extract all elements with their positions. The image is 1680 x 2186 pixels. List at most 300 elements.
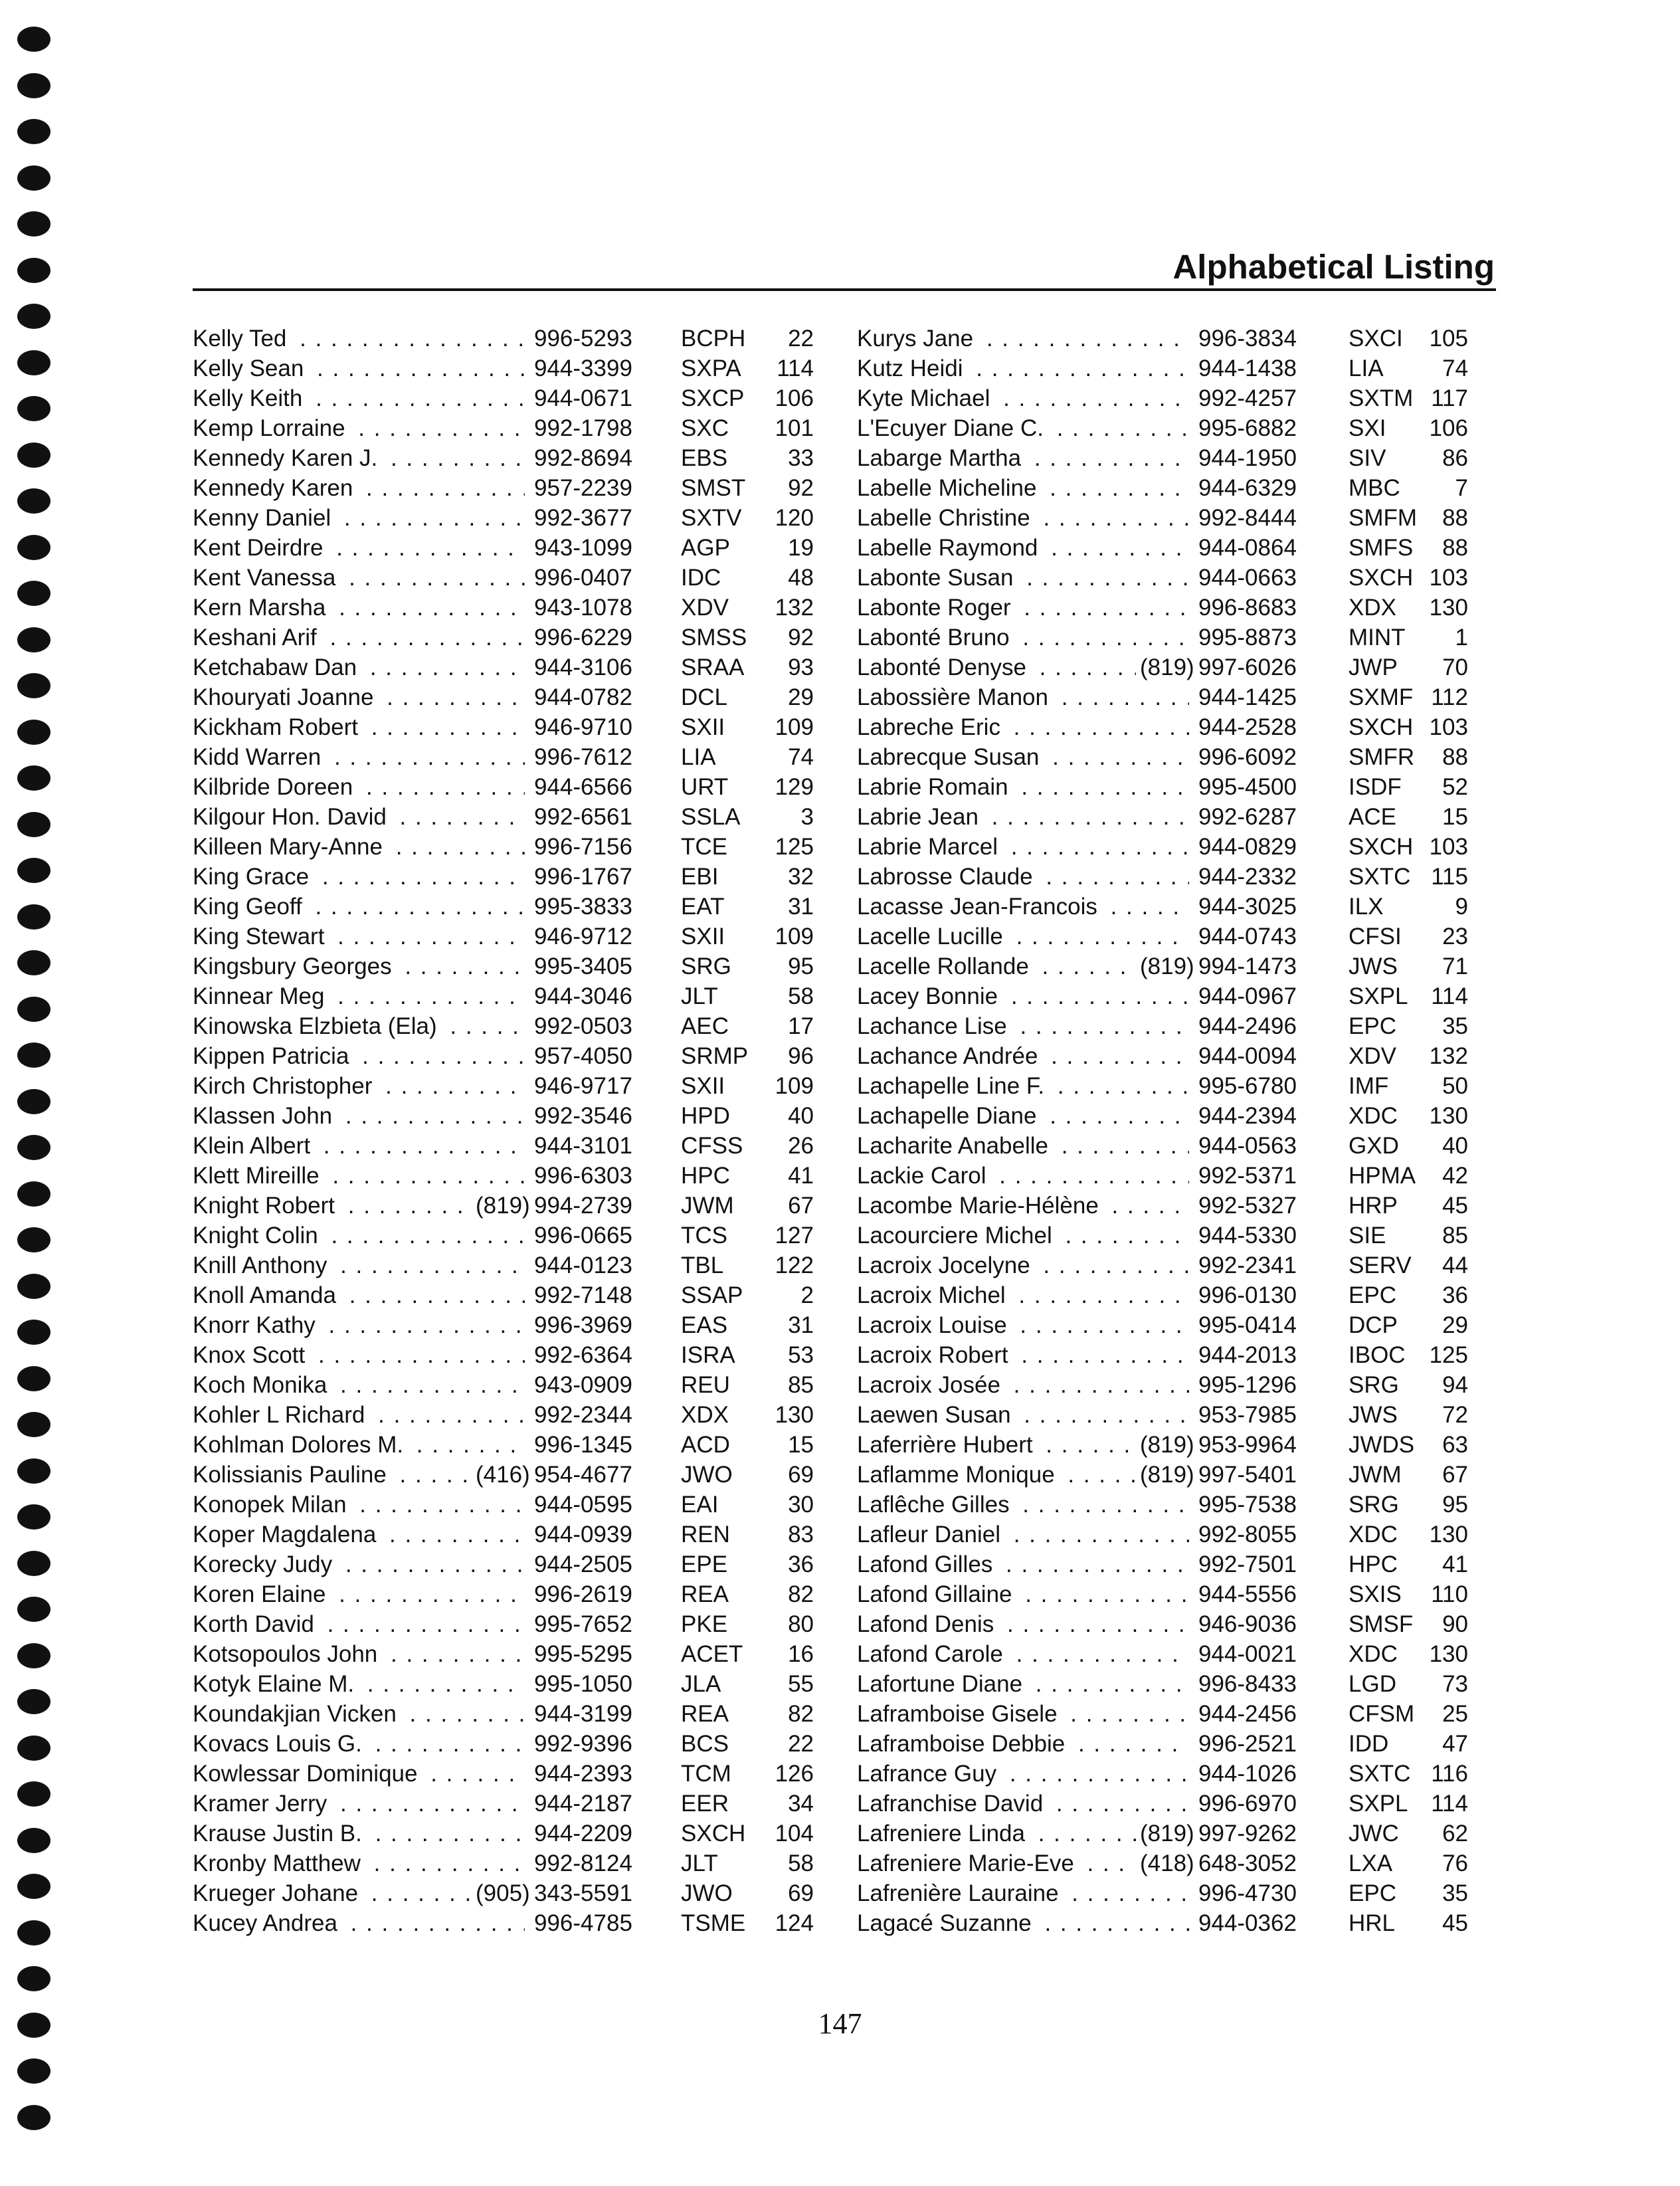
entry-name-text: Kelly Keith: [193, 385, 308, 411]
entry-number: 23: [1442, 924, 1468, 949]
entry-phone: 944-1425: [1196, 682, 1305, 712]
entry-name: [857, 1490, 1189, 1520]
binding-hole: [17, 1320, 50, 1345]
entry-name-text: Laflamme Monique: [857, 1462, 1060, 1488]
entry-code: SXTM: [1349, 385, 1414, 411]
entry-name: [857, 1041, 1189, 1071]
entry-number: 130: [1429, 1103, 1468, 1129]
entry-name-text: Kyte Michael: [857, 385, 995, 411]
entry-phone: 944-2013: [1196, 1340, 1305, 1370]
entry-name-text: Kutz Heidi: [857, 355, 969, 381]
entry-number: 45: [1442, 1910, 1468, 1936]
entry-number: 85: [788, 1372, 814, 1398]
entry-code: TCS: [681, 1223, 727, 1248]
entry-phone: 992-6287: [1196, 802, 1305, 832]
entry-number: 130: [1429, 595, 1468, 621]
entry-phone: 944-3025: [1196, 892, 1305, 922]
entry-name: [193, 1370, 525, 1400]
entry-phone: 944-1438: [1196, 353, 1305, 383]
entry-phone: 994-1473: [1196, 951, 1305, 981]
entry-name-text: Kohlman Dolores M.: [193, 1432, 409, 1458]
entry-name-text: Kirch Christopher: [193, 1073, 377, 1099]
entry-number: 34: [788, 1791, 814, 1817]
entry-name-text: Kilbride Doreen: [193, 774, 358, 800]
entry-name: [857, 832, 1189, 862]
entry-name-text: Kelly Ted: [193, 326, 292, 351]
entry-name: [193, 1250, 525, 1280]
entry-number: 70: [1442, 654, 1468, 680]
entry-code: SXPL: [1349, 1791, 1408, 1817]
entry-phone: 946-9712: [531, 922, 640, 951]
entry-phone: 996-3834: [1196, 324, 1305, 353]
entry-name: [857, 1340, 1189, 1370]
entry-phone: 992-8124: [531, 1848, 640, 1878]
entry-name-text: Lacelle Rollande: [857, 953, 1034, 979]
entry-code: AGP: [681, 535, 730, 561]
entry-phone: 992-0503: [531, 1011, 640, 1041]
entry-number: 85: [1442, 1223, 1468, 1248]
entry-code: HPD: [681, 1103, 730, 1129]
entry-name: [857, 443, 1189, 473]
entry-phone: 996-5293: [531, 324, 640, 353]
binding-hole: [17, 73, 50, 98]
entry-code: JWO: [681, 1462, 733, 1488]
entry-code: EER: [681, 1791, 729, 1817]
entry-number: 95: [788, 953, 814, 979]
entry-name: [857, 682, 1189, 712]
entry-name: [857, 1729, 1189, 1759]
entry-phone: 944-3046: [531, 981, 640, 1011]
entry-phone: 944-2496: [1196, 1011, 1305, 1041]
entry-code: SXTV: [681, 505, 742, 531]
entry-code: REA: [681, 1581, 729, 1607]
entry-code: DCL: [681, 684, 728, 710]
binding-hole: [17, 488, 50, 514]
entry-number: 114: [777, 355, 814, 381]
entry-name-text: Kolissianis Pauline: [193, 1462, 392, 1488]
entry-code: JLA: [681, 1671, 721, 1697]
entry-name-text: Koundakjian Vicken: [193, 1701, 402, 1727]
entry-code: JWDS: [1349, 1432, 1415, 1458]
entry-code: SRG: [1349, 1372, 1399, 1398]
entry-phone: 992-7501: [1196, 1549, 1305, 1579]
entry-number: 52: [1442, 774, 1468, 800]
entry-name-text: Kippen Patricia: [193, 1043, 354, 1069]
header-rule: [193, 288, 1496, 291]
entry-code: AEC: [681, 1013, 729, 1039]
entry-code: SXCH: [1349, 834, 1414, 860]
binding-hole: [17, 304, 50, 329]
entry-name-text: Laframboise Gisele: [857, 1701, 1063, 1727]
entry-name-text: Lacroix Jocelyne: [857, 1252, 1036, 1278]
entry-phone: 944-1026: [1196, 1759, 1305, 1789]
entry-code: SMST: [681, 475, 746, 501]
entry-code: SRG: [1349, 1492, 1399, 1518]
entry-number: 58: [788, 983, 814, 1009]
entry-code: URT: [681, 774, 729, 800]
entry-code: LIA: [1349, 355, 1384, 381]
entry-code: ISDF: [1349, 774, 1402, 800]
entry-phone: 992-1798: [531, 413, 640, 443]
entry-number: 124: [775, 1910, 814, 1936]
entry-number: 106: [1429, 415, 1468, 441]
entry-phone: 996-1767: [531, 862, 640, 892]
entry-phone: 997-5401: [1196, 1460, 1305, 1490]
entry-code: SXPL: [1349, 983, 1408, 1009]
binding-hole: [17, 1181, 50, 1207]
entry-number: 63: [1442, 1432, 1468, 1458]
entry-phone: 954-4677: [531, 1460, 640, 1490]
entry-number: 95: [1442, 1492, 1468, 1518]
entry-name: [193, 862, 525, 892]
entry-number: 9: [1455, 894, 1468, 920]
binding-hole: [17, 812, 50, 837]
entry-phone: 944-6566: [531, 772, 640, 802]
binding-hole: [17, 1920, 50, 1945]
entry-phone: 992-2341: [1196, 1250, 1305, 1280]
entry-code: SRG: [681, 953, 731, 979]
entry-phone: 996-8683: [1196, 593, 1305, 623]
entry-name: [193, 383, 525, 413]
entry-number: 109: [775, 714, 814, 740]
entry-code: BCS: [681, 1731, 729, 1757]
entry-number: 48: [788, 565, 814, 591]
entry-name: [857, 623, 1189, 652]
entry-phone: 995-1296: [1196, 1370, 1305, 1400]
entry-name: [193, 1400, 525, 1430]
entry-name-text: Kemp Lorraine: [193, 415, 351, 441]
entry-name: [857, 1669, 1189, 1699]
entry-phone: 995-3833: [531, 892, 640, 922]
entry-name-text: Kent Vanessa: [193, 565, 341, 591]
entry-name-text: Kotyk Elaine M.: [193, 1671, 359, 1697]
entry-phone: 944-6329: [1196, 473, 1305, 503]
entry-name: [857, 353, 1189, 383]
entry-phone: 944-5330: [1196, 1221, 1305, 1250]
entry-phone: 995-6882: [1196, 413, 1305, 443]
entry-name-text: Koper Magdalena: [193, 1522, 381, 1547]
entry-name-text: Knill Anthony: [193, 1252, 332, 1278]
entry-name: [193, 1848, 525, 1878]
entry-number: 47: [1442, 1731, 1468, 1757]
binding-hole: [17, 211, 50, 237]
entry-number: 106: [775, 385, 814, 411]
entry-name-text: Lafortune Diane: [857, 1671, 1028, 1697]
entry-number: 82: [788, 1701, 814, 1727]
entry-name-text: Kennedy Karen: [193, 475, 358, 501]
entry-phone: 953-7985: [1196, 1400, 1305, 1430]
entry-code: IDD: [1349, 1731, 1389, 1757]
entry-number: 40: [788, 1103, 814, 1129]
entry-name-text: Kenny Daniel: [193, 505, 336, 531]
entry-name-text: Labonte Roger: [857, 595, 1016, 621]
entry-number: 110: [1431, 1581, 1468, 1607]
entry-code: HRP: [1349, 1193, 1398, 1219]
entry-phone: 996-6092: [1196, 742, 1305, 772]
entry-name-text: Kidd Warren: [193, 744, 326, 770]
entry-phone: 992-2344: [531, 1400, 640, 1430]
entry-phone: 997-6026: [1196, 652, 1305, 682]
entry-name-text: Labelle Christine: [857, 505, 1036, 531]
binding-hole: [17, 1643, 50, 1668]
spiral-binding: [15, 27, 54, 2166]
entry-code: TBL: [681, 1252, 724, 1278]
entry-code: SXTC: [1349, 864, 1411, 890]
entry-name-text: Kowlessar Dominique: [193, 1761, 422, 1787]
entry-name-text: Lacroix Josée: [857, 1372, 1006, 1398]
entry-name: [857, 892, 1189, 922]
entry-name-text: Labonté Denyse: [857, 654, 1032, 680]
entry-name: [857, 712, 1189, 742]
entry-code: SXC: [681, 415, 729, 441]
entry-code: XDX: [1349, 595, 1396, 621]
entry-code: JLT: [681, 983, 718, 1009]
entry-name-text: Lacey Bonnie: [857, 983, 1003, 1009]
entry-phone: 995-0414: [1196, 1310, 1305, 1340]
entry-code: XDC: [1349, 1103, 1398, 1129]
entry-phone: 953-9964: [1196, 1430, 1305, 1460]
entry-code: IDC: [681, 565, 721, 591]
entry-number: 90: [1442, 1611, 1468, 1637]
entry-code: HPC: [681, 1163, 730, 1189]
entry-name: [193, 832, 525, 862]
entry-number: 114: [1431, 983, 1468, 1009]
entry-number: 50: [1442, 1073, 1468, 1099]
entry-number: 67: [788, 1193, 814, 1219]
entry-code: EAI: [681, 1492, 719, 1518]
entry-number: 73: [1442, 1671, 1468, 1697]
entry-name-text: Kronby Matthew: [193, 1850, 366, 1876]
entry-code: EPC: [1349, 1880, 1396, 1906]
entry-phone: 992-3677: [531, 503, 640, 533]
entry-number: 76: [1442, 1850, 1468, 1876]
entry-name-text: Kern Marsha: [193, 595, 331, 621]
entry-phone: 992-8055: [1196, 1520, 1305, 1549]
entry-code: SXTC: [1349, 1761, 1411, 1787]
entry-name: [193, 533, 525, 563]
entry-code: SXII: [681, 1073, 725, 1099]
entry-name: [193, 1669, 525, 1699]
entry-name-text: Lacourciere Michel: [857, 1223, 1058, 1248]
entry-phone: 944-0563: [1196, 1131, 1305, 1161]
entry-name: [857, 1071, 1189, 1101]
entry-name-text: Koren Elaine: [193, 1581, 331, 1607]
entry-name: [193, 623, 525, 652]
entry-name: [857, 1221, 1189, 1250]
binding-hole: [17, 1227, 50, 1252]
entry-phone: 944-0595: [531, 1490, 640, 1520]
entry-name: [193, 324, 525, 353]
entry-code: SXCI: [1349, 326, 1403, 351]
entry-code: JWS: [1349, 953, 1398, 979]
entry-name-text: Kotsopoulos John: [193, 1641, 383, 1667]
entry-phone: 995-4500: [1196, 772, 1305, 802]
entry-name-text: Kilgour Hon. David: [193, 804, 392, 830]
entry-code: SSLA: [681, 804, 741, 830]
entry-name-text: Kinowska Elzbieta (Ela): [193, 1013, 442, 1039]
binding-hole: [17, 443, 50, 468]
entry-number: 92: [788, 475, 814, 501]
binding-hole: [17, 1551, 50, 1576]
entry-name: [193, 1310, 525, 1340]
entry-number: 41: [788, 1163, 814, 1189]
entry-number: 101: [775, 415, 814, 441]
entry-number: 35: [1442, 1880, 1468, 1906]
entry-phone: 944-0782: [531, 682, 640, 712]
entry-name-text: Lafond Denis: [857, 1611, 999, 1637]
entry-code: EPC: [1349, 1282, 1396, 1308]
entry-area-code: (819): [472, 1191, 529, 1221]
entry-name: [193, 593, 525, 623]
entry-phone: 944-1950: [1196, 443, 1305, 473]
entry-name-text: Lafrenière Lauraine: [857, 1880, 1064, 1906]
entry-number: 82: [788, 1581, 814, 1607]
entry-name: [193, 922, 525, 951]
entry-number: 45: [1442, 1193, 1468, 1219]
entry-number: 83: [788, 1522, 814, 1547]
entry-name: [857, 324, 1189, 353]
binding-hole: [17, 2105, 50, 2130]
entry-name-text: Korth David: [193, 1611, 320, 1637]
entry-name-text: Labossière Manon: [857, 684, 1054, 710]
binding-hole: [17, 765, 50, 791]
entry-number: 88: [1442, 505, 1468, 531]
entry-number: 74: [1442, 355, 1468, 381]
entry-name-text: Knox Scott: [193, 1342, 310, 1368]
entry-name: [193, 413, 525, 443]
entry-name: [193, 1729, 525, 1759]
entry-number: 36: [1442, 1282, 1468, 1308]
entry-name: [193, 1280, 525, 1310]
entry-number: 58: [788, 1850, 814, 1876]
entry-number: 88: [1442, 535, 1468, 561]
entry-phone: 996-8433: [1196, 1669, 1305, 1699]
entry-name-text: Korecky Judy: [193, 1551, 337, 1577]
entry-phone: 992-5327: [1196, 1191, 1305, 1221]
entry-number: 112: [1431, 684, 1468, 710]
entry-name: [193, 1041, 525, 1071]
entry-name-text: Labrecque Susan: [857, 744, 1044, 770]
binding-hole: [17, 258, 50, 283]
entry-number: 22: [788, 1731, 814, 1757]
entry-name: [857, 593, 1189, 623]
entry-area-code: (416): [472, 1460, 529, 1490]
entry-phone: 944-0663: [1196, 563, 1305, 593]
binding-hole: [17, 1781, 50, 1807]
entry-code: JWO: [681, 1880, 733, 1906]
entry-number: 122: [775, 1252, 814, 1278]
entry-phone: 648-3052: [1196, 1848, 1305, 1878]
entry-code: LGD: [1349, 1671, 1396, 1697]
entry-name: [857, 1609, 1189, 1639]
entry-name: [857, 1280, 1189, 1310]
entry-phone: 944-3106: [531, 652, 640, 682]
entry-phone: 944-5556: [1196, 1579, 1305, 1609]
entry-number: 103: [1429, 714, 1468, 740]
entry-number: 19: [788, 535, 814, 561]
entry-number: 33: [788, 445, 814, 471]
entry-phone: 992-6364: [531, 1340, 640, 1370]
entry-name-text: Kelly Sean: [193, 355, 309, 381]
entry-name: [857, 1789, 1189, 1819]
entry-name: [193, 1609, 525, 1639]
entry-code: TSME: [681, 1910, 746, 1936]
entry-code: MBC: [1349, 475, 1400, 501]
entry-phone: 944-2187: [531, 1789, 640, 1819]
entry-number: 31: [788, 1312, 814, 1338]
entry-name: [857, 1759, 1189, 1789]
entry-number: 130: [1429, 1522, 1468, 1547]
entry-name: [193, 473, 525, 503]
entry-number: 80: [788, 1611, 814, 1637]
entry-code: SXCH: [1349, 714, 1414, 740]
entry-name: [193, 563, 525, 593]
entry-phone: 995-7652: [531, 1609, 640, 1639]
entry-number: 132: [775, 595, 814, 621]
entry-name-text: Lafreniere Marie-Eve: [857, 1850, 1079, 1876]
entry-number: 74: [788, 744, 814, 770]
binding-hole: [17, 720, 50, 745]
entry-code: ILX: [1349, 894, 1384, 920]
entry-code: EBI: [681, 864, 719, 890]
entry-phone: 944-2393: [531, 1759, 640, 1789]
entry-name: [193, 981, 525, 1011]
entry-name: [193, 1759, 525, 1789]
entry-phone: 992-4257: [1196, 383, 1305, 413]
entry-number: 71: [1442, 953, 1468, 979]
entry-phone: 995-7538: [1196, 1490, 1305, 1520]
entry-phone: 944-0864: [1196, 533, 1305, 563]
entry-code: XDV: [1349, 1043, 1396, 1069]
entry-name-text: Klett Mireille: [193, 1163, 325, 1189]
entry-phone: 944-0094: [1196, 1041, 1305, 1071]
entry-phone: 944-2456: [1196, 1699, 1305, 1729]
entry-name-text: Kurys Jane: [857, 326, 979, 351]
entry-phone: 957-4050: [531, 1041, 640, 1071]
entry-number: 7: [1455, 475, 1468, 501]
entry-name-text: Laframboise Debbie: [857, 1731, 1070, 1757]
entry-phone: 944-0362: [1196, 1908, 1305, 1938]
entry-name: [193, 951, 525, 981]
entry-name: [857, 1101, 1189, 1131]
entry-code: SXCP: [681, 385, 745, 411]
entry-name-text: Knight Colin: [193, 1223, 324, 1248]
entry-code: CFSS: [681, 1133, 743, 1159]
entry-code: MINT: [1349, 625, 1406, 650]
entry-code: SXMF: [1349, 684, 1414, 710]
entry-name-text: Koch Monika: [193, 1372, 332, 1398]
entry-name: [193, 1908, 525, 1938]
entry-name: [857, 1699, 1189, 1729]
entry-name: [857, 981, 1189, 1011]
entry-number: 92: [788, 625, 814, 650]
entry-name: [193, 712, 525, 742]
entry-name-text: Kennedy Karen J.: [193, 445, 383, 471]
entry-code: LIA: [681, 744, 716, 770]
entry-phone: 944-0967: [1196, 981, 1305, 1011]
entry-name: [193, 503, 525, 533]
entry-name: [857, 533, 1189, 563]
entry-number: 42: [1442, 1163, 1468, 1189]
entry-name-text: Labrie Jean: [857, 804, 984, 830]
entry-code: SMFM: [1349, 505, 1418, 531]
entry-phone: 944-2528: [1196, 712, 1305, 742]
entry-name-text: King Stewart: [193, 924, 329, 949]
entry-phone: 992-3546: [531, 1101, 640, 1131]
binding-hole: [17, 673, 50, 698]
entry-name-text: Krueger Johane: [193, 1880, 363, 1906]
entry-code: SXCH: [1349, 565, 1414, 591]
